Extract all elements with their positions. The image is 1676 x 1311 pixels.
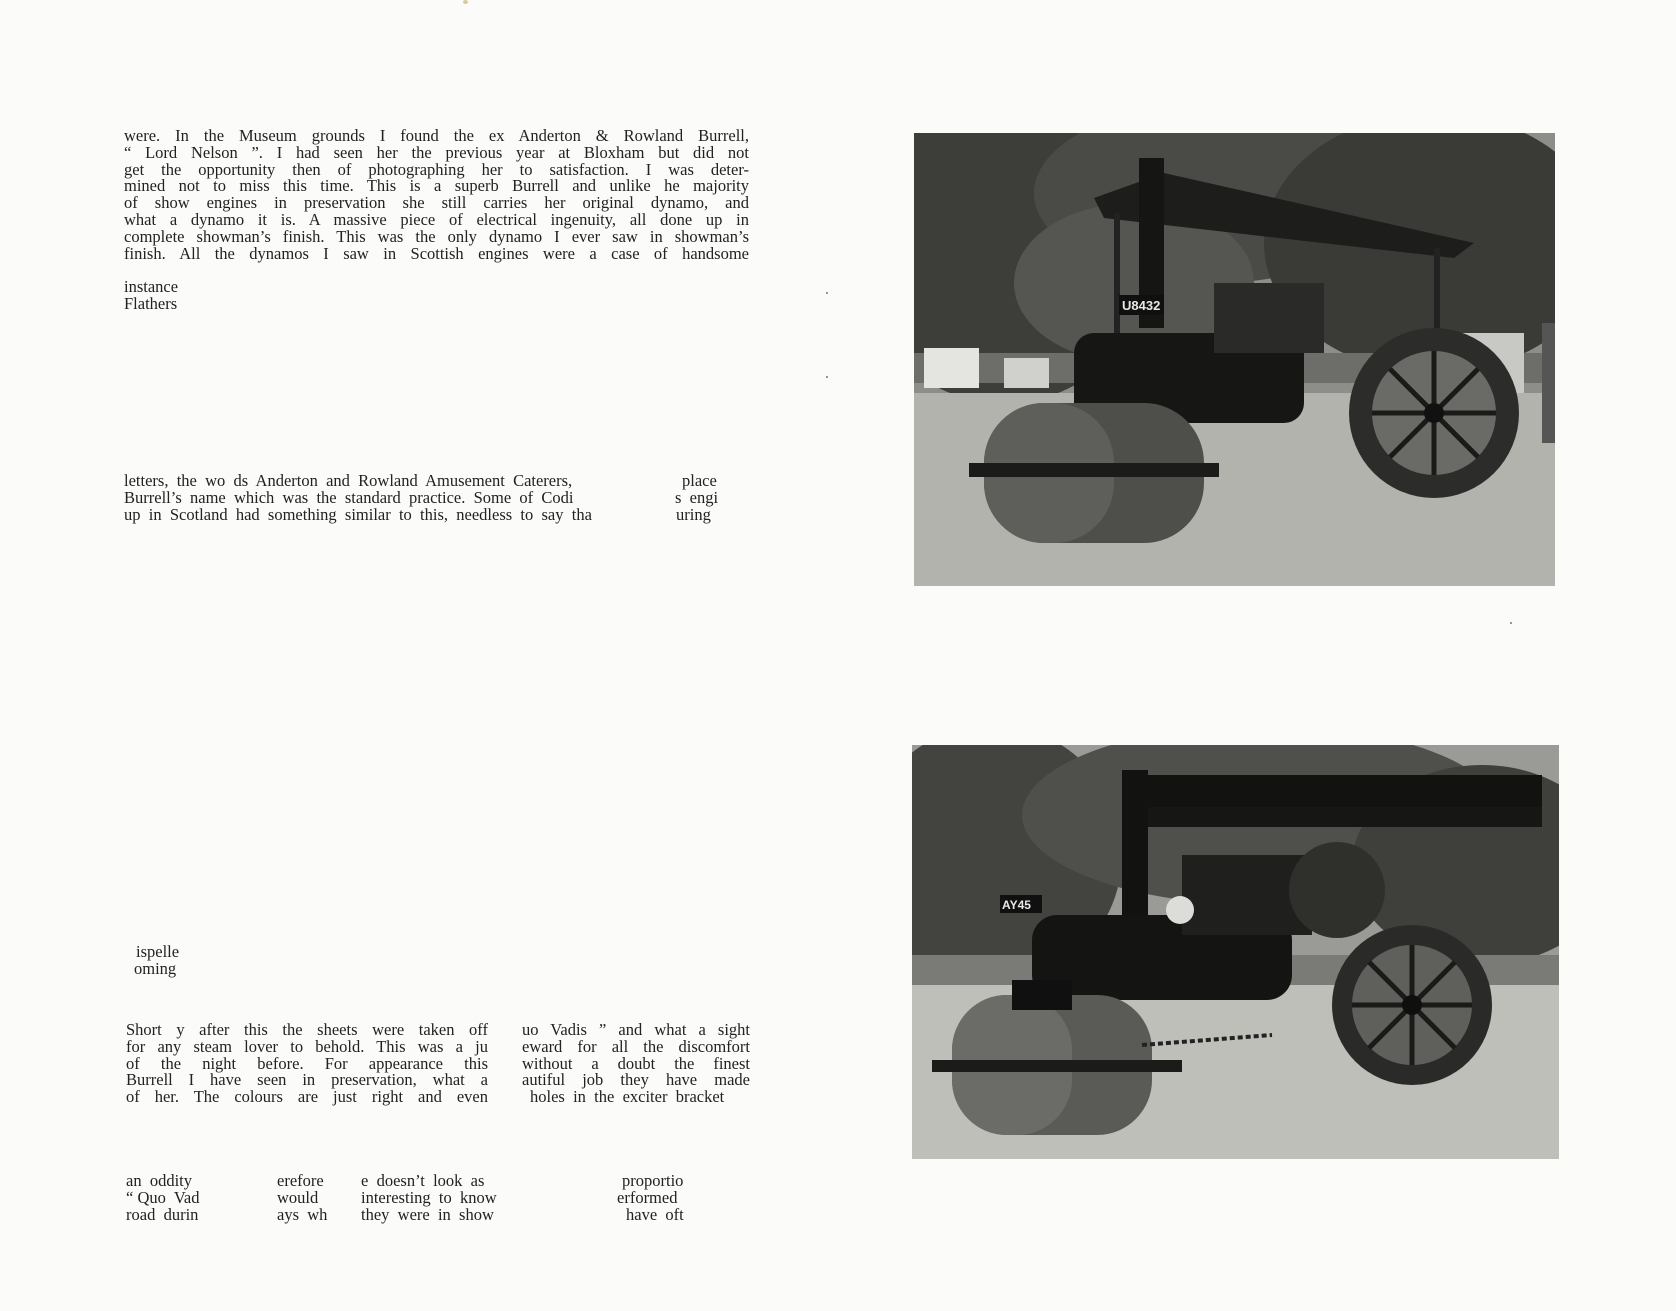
text-line: of show engines in preservation she still carries her original dynamo, and bbox=[124, 193, 749, 213]
paper-dot bbox=[1510, 622, 1512, 624]
text-fragment: e doesn’t look as bbox=[361, 1171, 485, 1190]
text-fragment: Flathers bbox=[124, 294, 178, 313]
text-fragment: have oft bbox=[626, 1205, 684, 1224]
text-fragment: Burrell’s name which was the standard practice. Some of Codi bbox=[124, 488, 574, 507]
text-fragment: they were in show bbox=[361, 1205, 494, 1224]
text-fragment: ispelle bbox=[136, 942, 180, 961]
photo-steam-roller-top bbox=[914, 133, 1555, 586]
text-line: of the night before. For appearance this bbox=[126, 1053, 488, 1073]
text-fragment: uring bbox=[676, 505, 711, 524]
text-fragment: up in Scotland had something similar to this, needless to say tha bbox=[124, 505, 592, 524]
paper-speck bbox=[463, 0, 468, 4]
text-fragment: an oddity bbox=[126, 1171, 192, 1190]
text-fragment: ays wh bbox=[277, 1205, 328, 1224]
photo-illustration bbox=[912, 745, 1559, 1159]
number-plate-text: AY45 bbox=[1002, 898, 1031, 912]
text-fragment: letters, the wo ds Anderton and Rowland Amusement Caterers, bbox=[124, 471, 573, 490]
text-line: complete showman’s finish. This was the only dynamo I ever saw in showman’s bbox=[124, 226, 749, 246]
text-fragment: erformed bbox=[617, 1188, 678, 1207]
text-fragment: proportio bbox=[622, 1171, 684, 1190]
paper-dot bbox=[826, 376, 828, 378]
text-fragment: place bbox=[682, 471, 717, 490]
text-line: holes in the exciter bracket bbox=[530, 1087, 725, 1107]
photo-steam-roller-bottom bbox=[912, 745, 1559, 1159]
text-line: uo Vadis ” and what a sight bbox=[522, 1020, 750, 1039]
text-fragment: oming bbox=[134, 959, 177, 978]
text-fragment: instance bbox=[124, 277, 179, 296]
text-line: without a doubt the finest bbox=[522, 1053, 750, 1073]
text-line: get the opportunity then of photographing her to satisfaction. I was deter- bbox=[124, 159, 749, 179]
paper-dot bbox=[826, 292, 828, 294]
text-line: Burrell I have seen in preservation, what a bbox=[126, 1070, 488, 1090]
text-fragment: s engi bbox=[675, 488, 719, 507]
text-fragment: would bbox=[277, 1188, 319, 1207]
text-line: autiful job they have made bbox=[522, 1070, 750, 1090]
paragraph-shortly-right bbox=[522, 1022, 750, 1106]
paragraph-top bbox=[124, 128, 749, 262]
text-line: mined not to miss this time. This is a superb Burrell and unlike he majority bbox=[124, 176, 749, 196]
paragraph-shortly-left bbox=[126, 1022, 488, 1106]
text-line: for any steam lover to behold. This was a ju bbox=[126, 1036, 488, 1056]
text-fragment: erefore bbox=[277, 1171, 324, 1190]
text-line: eward for all the discomfort bbox=[522, 1036, 750, 1056]
text-line: of her. The colours are just right and even bbox=[126, 1087, 488, 1107]
number-plate-text: U8432 bbox=[1122, 298, 1161, 313]
photo-illustration bbox=[914, 133, 1555, 586]
text-fragment: road durin bbox=[126, 1205, 199, 1224]
text-line: finish. All the dynamos I saw in Scottish engines were a case of handsome bbox=[124, 243, 749, 263]
text-fragment: interesting to know bbox=[361, 1188, 497, 1207]
text-fragment: “ Quo Vad bbox=[126, 1188, 200, 1207]
text-line: Short y after this the sheets were taken off bbox=[126, 1020, 488, 1039]
text-line: what a dynamo it is. A massive piece of electrical ingenuity, all done up in bbox=[124, 209, 749, 229]
text-line: “ Lord Nelson ”. I had seen her the previous year at Bloxham but did not bbox=[124, 142, 749, 162]
text-line: were. In the Museum grounds I found the ex Anderton & Rowland Burrell, bbox=[124, 126, 749, 145]
